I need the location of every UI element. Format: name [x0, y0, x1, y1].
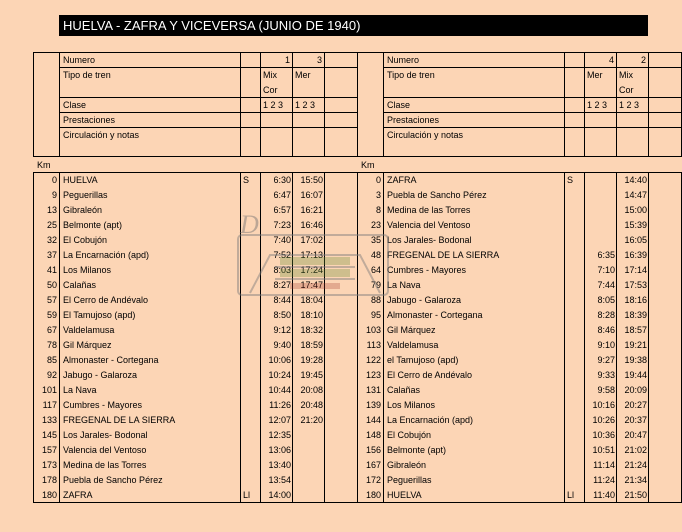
table-row [358, 248, 681, 263]
km-cell: 172 [365, 475, 381, 485]
time-cell: 11:26 [269, 400, 291, 410]
header-label-tipo: Tipo de tren [387, 70, 435, 80]
km-cell: 13 [46, 205, 57, 215]
time-cell: 18:57 [624, 325, 647, 335]
time-cell: 6:30 [273, 175, 291, 185]
station-cell: ZAFRA [387, 175, 417, 185]
time-cell: 10:06 [268, 355, 291, 365]
train-class: 1 2 3 [619, 100, 640, 110]
header-label-clase: Clase [387, 100, 411, 110]
table-row [358, 368, 681, 383]
header-label-numero: Numero [63, 55, 96, 65]
km-cell: 8 [375, 205, 381, 215]
km-cell: 95 [370, 310, 381, 320]
time-cell: 7:40 [273, 235, 291, 245]
train-type: Mer [587, 70, 603, 80]
station-cell: HUELVA [63, 175, 98, 185]
table-row [358, 218, 681, 233]
station-cell: El Cerro de Andévalo [63, 295, 149, 305]
time-cell: 6:35 [597, 250, 615, 260]
station-cell: Gil Márquez [387, 325, 436, 335]
table-row [358, 458, 681, 473]
km-cell: 178 [41, 475, 57, 485]
table-row [34, 263, 357, 278]
km-cell: 59 [46, 310, 57, 320]
table-row [34, 428, 357, 443]
station-cell: Valdelamusa [387, 340, 439, 350]
time-cell: 6:47 [273, 190, 291, 200]
station-cell: Jabugo - Galaroza [387, 295, 462, 305]
time-cell: 20:27 [624, 400, 647, 410]
km-cell: 139 [365, 400, 381, 410]
header-label-circulacion: Circulación y notas [63, 130, 140, 140]
header-label-clase: Clase [63, 100, 87, 110]
time-cell: 16:21 [300, 205, 323, 215]
table-row [358, 323, 681, 338]
time-cell: 10:16 [592, 400, 615, 410]
time-cell: 8:50 [273, 310, 291, 320]
km-cell: 35 [370, 235, 381, 245]
station-cell: La Nava [63, 385, 97, 395]
station-cell: Jabugo - Galaroza [63, 370, 138, 380]
km-cell: 57 [46, 295, 57, 305]
km-cell: 41 [46, 265, 57, 275]
time-cell: 14:40 [624, 175, 647, 185]
time-cell: 12:35 [268, 430, 291, 440]
train-number: 2 [640, 55, 646, 65]
train-class: 1 2 3 [295, 100, 316, 110]
svg-text:D: D [240, 210, 259, 239]
station-cell: Cumbres - Mayores [63, 400, 143, 410]
train-type: Mix [263, 70, 277, 80]
time-cell: 11:24 [593, 475, 615, 485]
train-type: Cor [619, 85, 634, 95]
table-row [358, 473, 681, 488]
table-row [34, 398, 357, 413]
train-number: 4 [608, 55, 614, 65]
table-row [358, 173, 681, 188]
time-cell: 20:37 [624, 415, 647, 425]
time-cell: 9:10 [597, 340, 615, 350]
table-row [358, 203, 681, 218]
header-label-numero: Numero [387, 55, 420, 65]
time-cell: 7:52 [273, 250, 291, 260]
station-cell: La Encarnación (apd) [387, 415, 474, 425]
time-cell: 18:39 [624, 310, 647, 320]
station-cell: La Nava [387, 280, 421, 290]
table-row [358, 278, 681, 293]
station-cell: Belmonte (apt) [63, 220, 123, 230]
table-row [34, 278, 357, 293]
flag-cell: Ll [567, 490, 575, 500]
time-cell: 21:02 [624, 445, 647, 455]
table-row [34, 458, 357, 473]
station-cell: Los Milanos [387, 400, 436, 410]
time-cell: 8:44 [273, 295, 291, 305]
km-cell: 92 [46, 370, 57, 380]
time-cell: 15:00 [624, 205, 647, 215]
time-cell: 16:39 [624, 250, 647, 260]
station-cell: Los Jarales- Bodonal [63, 430, 148, 440]
time-cell: 20:08 [300, 385, 323, 395]
km-cell: 131 [365, 385, 381, 395]
km-cell: 103 [365, 325, 381, 335]
time-cell: 13:06 [268, 445, 291, 455]
km-cell: 101 [41, 385, 57, 395]
time-cell: 19:21 [624, 340, 647, 350]
train-type: Mix [619, 70, 633, 80]
km-cell: 88 [370, 295, 381, 305]
station-cell: Gibraleón [387, 460, 427, 470]
station-cell: Peguerillas [63, 190, 108, 200]
km-cell: 144 [365, 415, 381, 425]
time-cell: 20:48 [300, 400, 323, 410]
km-cell: 180 [365, 490, 381, 500]
train-type: Mer [295, 70, 311, 80]
station-cell: Valencia del Ventoso [387, 220, 471, 230]
time-cell: 18:16 [624, 295, 647, 305]
table-row [34, 338, 357, 353]
time-cell: 18:32 [300, 325, 323, 335]
time-cell: 9:40 [273, 340, 291, 350]
km-cell: 37 [46, 250, 57, 260]
time-cell: 8:46 [597, 325, 615, 335]
station-cell: ZAFRA [63, 490, 93, 500]
km-cell: 67 [46, 325, 57, 335]
time-cell: 17:13 [300, 250, 323, 260]
time-cell: 17:02 [300, 235, 323, 245]
table-row [358, 188, 681, 203]
table-row [358, 443, 681, 458]
km-cell: 117 [42, 400, 57, 410]
time-cell: 8:27 [273, 280, 291, 290]
km-cell: 156 [365, 445, 381, 455]
time-cell: 17:14 [624, 265, 647, 275]
time-cell: 11:14 [593, 460, 615, 470]
schedule-table-left [33, 172, 358, 503]
km-column-label: Km [361, 160, 375, 170]
station-cell: Belmonte (apt) [387, 445, 447, 455]
time-cell: 20:47 [624, 430, 647, 440]
time-cell: 21:50 [624, 490, 647, 500]
time-cell: 16:07 [300, 190, 323, 200]
time-cell: 9:12 [273, 325, 291, 335]
time-cell: 9:27 [597, 355, 615, 365]
station-cell: Los Milanos [63, 265, 112, 275]
table-row [34, 188, 357, 203]
km-cell: 25 [46, 220, 57, 230]
km-cell: 173 [41, 460, 57, 470]
station-cell: Calañas [63, 280, 97, 290]
time-cell: 7:44 [597, 280, 615, 290]
km-cell: 32 [46, 235, 57, 245]
train-header-right [357, 52, 682, 157]
time-cell: 21:24 [624, 460, 647, 470]
station-cell: Valencia del Ventoso [63, 445, 147, 455]
station-cell: Peguerillas [387, 475, 432, 485]
time-cell: 7:23 [273, 220, 291, 230]
time-cell: 10:44 [268, 385, 291, 395]
header-label-prestaciones: Prestaciones [63, 115, 116, 125]
time-cell: 20:09 [624, 385, 647, 395]
station-cell: Cumbres - Mayores [387, 265, 467, 275]
station-cell: FREGENAL DE LA SIERRA [387, 250, 500, 260]
station-cell: Medina de las Torres [63, 460, 147, 470]
km-cell: 167 [365, 460, 381, 470]
train-number: 3 [316, 55, 322, 65]
table-row [34, 248, 357, 263]
time-cell: 15:39 [624, 220, 647, 230]
time-cell: 10:51 [592, 445, 615, 455]
table-row [34, 488, 357, 503]
km-cell: 85 [46, 355, 57, 365]
time-cell: 13:40 [268, 460, 291, 470]
station-cell: El Tamujoso (apd) [63, 310, 136, 320]
station-cell: el Tamujoso (apd) [387, 355, 459, 365]
table-row [34, 323, 357, 338]
km-cell: 48 [370, 250, 381, 260]
time-cell: 14:47 [624, 190, 647, 200]
time-cell: 17:24 [300, 265, 323, 275]
table-row [358, 338, 681, 353]
time-cell: 21:34 [624, 475, 647, 485]
time-cell: 17:53 [624, 280, 647, 290]
km-cell: 148 [365, 430, 381, 440]
km-cell: 79 [370, 280, 381, 290]
table-row [358, 398, 681, 413]
time-cell: 10:24 [268, 370, 291, 380]
table-row [34, 353, 357, 368]
table-row [358, 413, 681, 428]
time-cell: 12:07 [268, 415, 291, 425]
table-row [358, 428, 681, 443]
header-label-tipo: Tipo de tren [63, 70, 111, 80]
time-cell: 7:10 [597, 265, 615, 275]
flag-cell: Ll [243, 490, 251, 500]
time-cell: 14:00 [268, 490, 291, 500]
time-cell: 9:58 [597, 385, 615, 395]
km-column-label: Km [37, 160, 51, 170]
time-cell: 11:40 [593, 490, 615, 500]
time-cell: 10:36 [592, 430, 615, 440]
km-cell: 64 [370, 265, 381, 275]
time-cell: 19:38 [624, 355, 647, 365]
table-row [34, 473, 357, 488]
km-cell: 145 [41, 430, 57, 440]
station-cell: Almonaster - Cortegana [387, 310, 483, 320]
time-cell: 19:28 [300, 355, 323, 365]
km-cell: 78 [46, 340, 57, 350]
station-cell: Gil Márquez [63, 340, 112, 350]
train-header-left [33, 52, 358, 157]
time-cell: 6:57 [273, 205, 291, 215]
station-cell: HUELVA [387, 490, 422, 500]
km-cell: 50 [46, 280, 57, 290]
table-row [358, 233, 681, 248]
table-row [358, 308, 681, 323]
train-class: 1 2 3 [587, 100, 608, 110]
table-row [34, 413, 357, 428]
time-cell: 15:50 [300, 175, 323, 185]
time-cell: 16:46 [300, 220, 323, 230]
km-cell: 0 [51, 175, 57, 185]
table-row [34, 203, 357, 218]
station-cell: Calañas [387, 385, 421, 395]
time-cell: 9:33 [597, 370, 615, 380]
header-label-prestaciones: Prestaciones [387, 115, 440, 125]
time-cell: 19:45 [300, 370, 323, 380]
train-type: Cor [263, 85, 278, 95]
km-cell: 133 [41, 415, 57, 425]
station-cell: La Encarnación (apd) [63, 250, 150, 260]
station-cell: El Cobujón [63, 235, 108, 245]
table-row [358, 353, 681, 368]
time-cell: 16:05 [624, 235, 647, 245]
table-row [358, 488, 681, 503]
table-row [358, 383, 681, 398]
table-row [34, 293, 357, 308]
station-cell: El Cobujón [387, 430, 432, 440]
train-class: 1 2 3 [263, 100, 284, 110]
table-row [358, 263, 681, 278]
station-cell: Gibraleón [63, 205, 103, 215]
station-cell: FREGENAL DE LA SIERRA [63, 415, 176, 425]
table-row [34, 368, 357, 383]
time-cell: 8:03 [273, 265, 291, 275]
time-cell: 18:59 [300, 340, 323, 350]
header-label-circulacion: Circulación y notas [387, 130, 464, 140]
table-row [34, 218, 357, 233]
time-cell: 8:05 [597, 295, 615, 305]
km-cell: 122 [365, 355, 381, 365]
station-cell: Almonaster - Cortegana [63, 355, 159, 365]
km-cell: 3 [375, 190, 381, 200]
time-cell: 18:10 [300, 310, 323, 320]
km-cell: 0 [375, 175, 381, 185]
km-cell: 113 [366, 340, 381, 350]
time-cell: 10:26 [592, 415, 615, 425]
station-cell: Los Jarales- Bodonal [387, 235, 472, 245]
table-row [358, 293, 681, 308]
km-cell: 23 [370, 220, 381, 230]
schedule-table-right [357, 172, 682, 503]
station-cell: Medina de las Torres [387, 205, 471, 215]
table-row [34, 233, 357, 248]
station-cell: Puebla de Sancho Pérez [387, 190, 487, 200]
km-cell: 180 [41, 490, 57, 500]
time-cell: 13:54 [268, 475, 291, 485]
km-cell: 123 [365, 370, 381, 380]
time-cell: 17:47 [300, 280, 323, 290]
time-cell: 19:44 [624, 370, 647, 380]
station-cell: Valdelamusa [63, 325, 115, 335]
km-cell: 9 [51, 190, 57, 200]
flag-cell: S [243, 175, 250, 185]
km-cell: 157 [41, 445, 57, 455]
table-row [34, 443, 357, 458]
station-cell: El Cerro de Andévalo [387, 370, 473, 380]
train-number: 1 [284, 55, 290, 65]
page-title: HUELVA - ZAFRA Y VICEVERSA (JUNIO DE 1940) [59, 15, 648, 36]
flag-cell: S [567, 175, 574, 185]
time-cell: 18:04 [300, 295, 323, 305]
table-row [34, 173, 357, 188]
time-cell: 8:28 [597, 310, 615, 320]
table-row [34, 383, 357, 398]
table-row [34, 308, 357, 323]
time-cell: 21:20 [300, 415, 323, 425]
station-cell: Puebla de Sancho Pérez [63, 475, 163, 485]
